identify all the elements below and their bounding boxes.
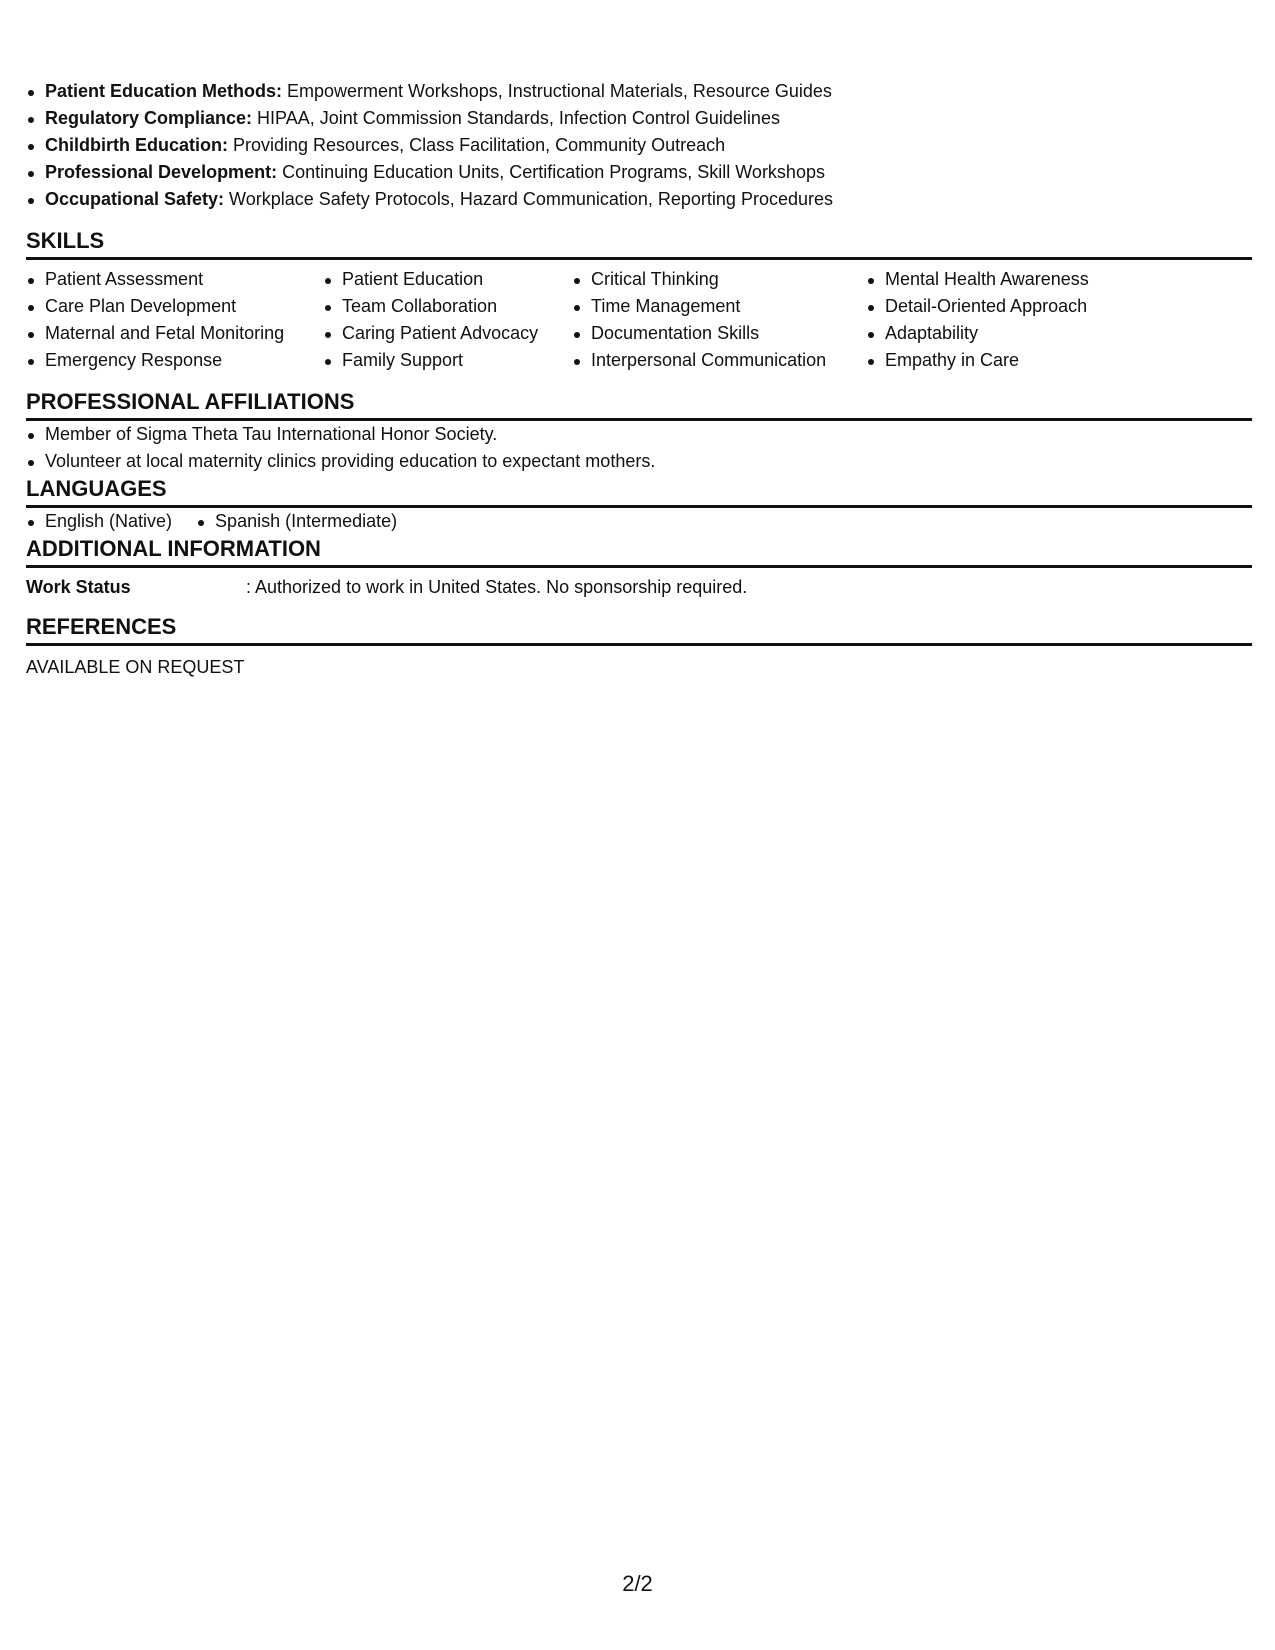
list-item: Patient Education Methods: Empowerment Workshops, Instructional Materials, Resource Guides xyxy=(26,78,1252,105)
references-heading: REFERENCES xyxy=(26,613,1252,646)
references-text: AVAILABLE ON REQUEST xyxy=(26,657,245,677)
languages-heading: LANGUAGES xyxy=(26,475,1252,508)
skill-item: Patient Assessment xyxy=(26,266,323,293)
skill-item: Critical Thinking xyxy=(572,266,866,293)
language-item: English (Native) xyxy=(26,508,172,535)
skills-column xyxy=(866,266,1166,374)
skill-item: Family Support xyxy=(323,347,572,374)
list-item: Member of Sigma Theta Tau International Honor Society. xyxy=(26,421,1252,448)
list-item: Volunteer at local maternity clinics providing education to expectant mothers. xyxy=(26,448,1252,475)
resume-page xyxy=(26,78,1252,681)
work-status-value: : Authorized to work in United States. No sponsorship required. xyxy=(246,577,748,597)
skills-column xyxy=(26,266,323,374)
skill-item: Maternal and Fetal Monitoring xyxy=(26,320,323,347)
affiliations-heading: PROFESSIONAL AFFILIATIONS xyxy=(26,388,1252,421)
list-item: Regulatory Compliance: HIPAA, Joint Commission Standards, Infection Control Guidelines xyxy=(26,105,1252,132)
skill-item: Mental Health Awareness xyxy=(866,266,1166,293)
skill-item: Interpersonal Communication xyxy=(572,347,866,374)
affiliations-list xyxy=(26,421,1252,475)
language-item: Spanish (Intermediate) xyxy=(196,508,397,535)
list-item: Childbirth Education: Providing Resources, Class Facilitation, Community Outreach xyxy=(26,132,1252,159)
skill-item: Caring Patient Advocacy xyxy=(323,320,572,347)
skill-item: Adaptability xyxy=(866,320,1166,347)
skill-item: Documentation Skills xyxy=(572,320,866,347)
additional-info-heading: ADDITIONAL INFORMATION xyxy=(26,535,1252,568)
work-status-row xyxy=(26,574,1252,601)
skill-item: Empathy in Care xyxy=(866,347,1166,374)
skill-item: Time Management xyxy=(572,293,866,320)
list-item: Occupational Safety: Workplace Safety Protocols, Hazard Communication, Reporting Procedures xyxy=(26,186,1252,213)
work-status-label: Work Status xyxy=(26,577,131,597)
skills-column xyxy=(572,266,866,374)
skill-item: Detail-Oriented Approach xyxy=(866,293,1166,320)
skills-heading: SKILLS xyxy=(26,227,1252,260)
page-number: 2/2 xyxy=(622,1571,653,1596)
skill-item: Care Plan Development xyxy=(26,293,323,320)
skill-item: Emergency Response xyxy=(26,347,323,374)
competencies-list xyxy=(26,78,1252,213)
skill-item: Team Collaboration xyxy=(323,293,572,320)
skills-grid xyxy=(26,266,1252,374)
languages-list xyxy=(26,508,1252,535)
skills-column xyxy=(323,266,572,374)
list-item: Professional Development: Continuing Education Units, Certification Programs, Skill Workshops xyxy=(26,159,1252,186)
skill-item: Patient Education xyxy=(323,266,572,293)
